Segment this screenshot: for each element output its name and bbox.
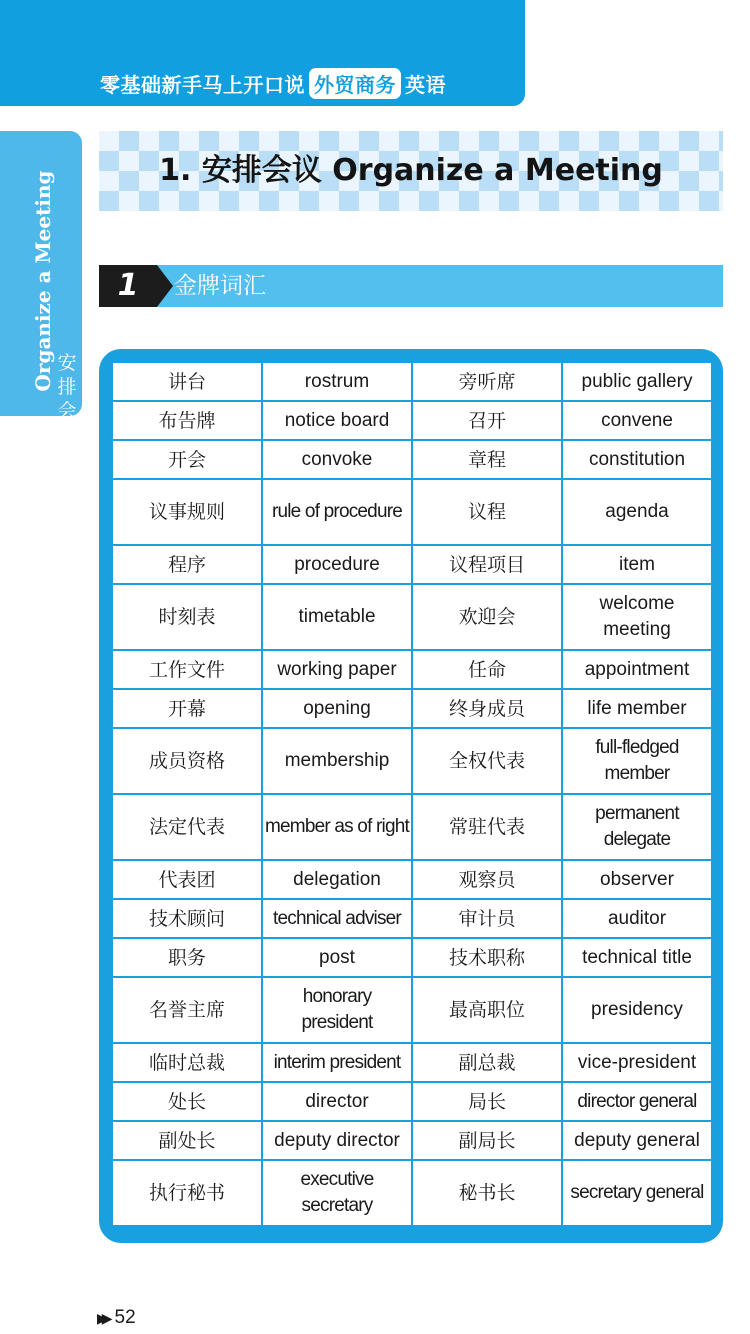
- chinese-term-cell: 副处长: [112, 1121, 262, 1160]
- chinese-term-cell: 旁听席: [412, 362, 562, 401]
- book-series-title: [100, 66, 446, 100]
- table-row: [112, 899, 712, 938]
- page-number-label: 52: [114, 1307, 136, 1328]
- chapter-side-tab: [0, 131, 82, 446]
- english-term-cell: life member: [562, 689, 712, 728]
- side-tab-english: Organize a Meeting: [31, 170, 55, 392]
- table-row: [112, 938, 712, 977]
- english-term-cell: notice board: [262, 401, 412, 440]
- english-term-cell: delegation: [262, 860, 412, 899]
- section-arrow-icon: [157, 265, 173, 307]
- section-header: [99, 265, 723, 307]
- table-row: [112, 440, 712, 479]
- series-title-prefix: 零基础新手马上开口说: [100, 72, 305, 97]
- page-arrow-icon: ▶▶: [97, 1309, 107, 1326]
- chinese-term-cell: 技术职称: [412, 938, 562, 977]
- chinese-term-cell: 章程: [412, 440, 562, 479]
- chinese-term-cell: 临时总裁: [112, 1043, 262, 1082]
- table-row: [112, 479, 712, 545]
- chapter-title: 1. 安排会议 Organize a Meeting: [159, 153, 663, 188]
- english-term-cell: post: [262, 938, 412, 977]
- chinese-term-cell: 执行秘书: [112, 1160, 262, 1226]
- english-term-cell: public gallery: [562, 362, 712, 401]
- chinese-term-cell: 代表团: [112, 860, 262, 899]
- english-term-cell: interim president: [262, 1043, 412, 1082]
- table-row: [112, 1082, 712, 1121]
- chinese-term-cell: 名誉主席: [112, 977, 262, 1043]
- english-term-cell: presidency: [562, 977, 712, 1043]
- table-row: [112, 584, 712, 650]
- chinese-term-cell: 成员资格: [112, 728, 262, 794]
- chinese-term-cell: 任命: [412, 650, 562, 689]
- english-term-cell: timetable: [262, 584, 412, 650]
- english-term-cell: rostrum: [262, 362, 412, 401]
- section-label: 金牌词汇: [174, 273, 266, 299]
- english-term-cell: executive secretary: [262, 1160, 412, 1226]
- english-term-cell: deputy director: [262, 1121, 412, 1160]
- page-number: [97, 1305, 136, 1331]
- chinese-term-cell: 局长: [412, 1082, 562, 1121]
- english-term-cell: constitution: [562, 440, 712, 479]
- chinese-term-cell: 处长: [112, 1082, 262, 1121]
- english-term-cell: convene: [562, 401, 712, 440]
- english-term-cell: membership: [262, 728, 412, 794]
- english-term-cell: director: [262, 1082, 412, 1121]
- table-row: [112, 1121, 712, 1160]
- chinese-term-cell: 副总裁: [412, 1043, 562, 1082]
- english-term-cell: technical adviser: [262, 899, 412, 938]
- chinese-term-cell: 法定代表: [112, 794, 262, 860]
- table-row: [112, 794, 712, 860]
- table-row: [112, 728, 712, 794]
- series-title-suffix: 英语: [405, 72, 446, 97]
- english-term-cell: item: [562, 545, 712, 584]
- english-term-cell: observer: [562, 860, 712, 899]
- english-term-cell: vice-president: [562, 1043, 712, 1082]
- chinese-term-cell: 程序: [112, 545, 262, 584]
- vocab-table: [111, 361, 713, 1227]
- table-row: [112, 860, 712, 899]
- table-row: [112, 1043, 712, 1082]
- table-row: [112, 650, 712, 689]
- top-banner: [0, 0, 525, 106]
- chinese-term-cell: 召开: [412, 401, 562, 440]
- chinese-term-cell: 秘书长: [412, 1160, 562, 1226]
- chinese-term-cell: 全权代表: [412, 728, 562, 794]
- chinese-term-cell: 观察员: [412, 860, 562, 899]
- chinese-term-cell: 讲台: [112, 362, 262, 401]
- table-row: [112, 689, 712, 728]
- english-term-cell: permanent delegate: [562, 794, 712, 860]
- chinese-term-cell: 最高职位: [412, 977, 562, 1043]
- vocab-table-frame: [99, 349, 723, 1243]
- chinese-term-cell: 技术顾问: [112, 899, 262, 938]
- english-term-cell: auditor: [562, 899, 712, 938]
- section-number: 1: [99, 265, 157, 307]
- english-term-cell: member as of right: [262, 794, 412, 860]
- english-term-cell: honorary president: [262, 977, 412, 1043]
- table-row: [112, 1160, 712, 1226]
- chinese-term-cell: 职务: [112, 938, 262, 977]
- table-row: [112, 401, 712, 440]
- chinese-term-cell: 审计员: [412, 899, 562, 938]
- table-row: [112, 545, 712, 584]
- english-term-cell: working paper: [262, 650, 412, 689]
- chinese-term-cell: 布告牌: [112, 401, 262, 440]
- english-term-cell: technical title: [562, 938, 712, 977]
- chinese-term-cell: 终身成员: [412, 689, 562, 728]
- chinese-term-cell: 议事规则: [112, 479, 262, 545]
- table-row: [112, 977, 712, 1043]
- chinese-term-cell: 时刻表: [112, 584, 262, 650]
- english-term-cell: opening: [262, 689, 412, 728]
- chinese-term-cell: 欢迎会: [412, 584, 562, 650]
- english-term-cell: procedure: [262, 545, 412, 584]
- chinese-term-cell: 开会: [112, 440, 262, 479]
- chinese-term-cell: 常驻代表: [412, 794, 562, 860]
- chinese-term-cell: 议程: [412, 479, 562, 545]
- chinese-term-cell: 副局长: [412, 1121, 562, 1160]
- chinese-term-cell: 开幕: [112, 689, 262, 728]
- chinese-term-cell: 工作文件: [112, 650, 262, 689]
- english-term-cell: director general: [562, 1082, 712, 1121]
- english-term-cell: full-fledged member: [562, 728, 712, 794]
- table-row: [112, 362, 712, 401]
- english-term-cell: secretary general: [562, 1160, 712, 1226]
- series-title-highlight: 外贸商务: [309, 68, 401, 99]
- english-term-cell: convoke: [262, 440, 412, 479]
- english-term-cell: agenda: [562, 479, 712, 545]
- english-term-cell: appointment: [562, 650, 712, 689]
- chinese-term-cell: 议程项目: [412, 545, 562, 584]
- english-term-cell: welcome meeting: [562, 584, 712, 650]
- side-tab-chinese: 安排会议: [57, 352, 77, 446]
- english-term-cell: rule of procedure: [262, 479, 412, 545]
- chapter-title-band: [99, 131, 723, 211]
- english-term-cell: deputy general: [562, 1121, 712, 1160]
